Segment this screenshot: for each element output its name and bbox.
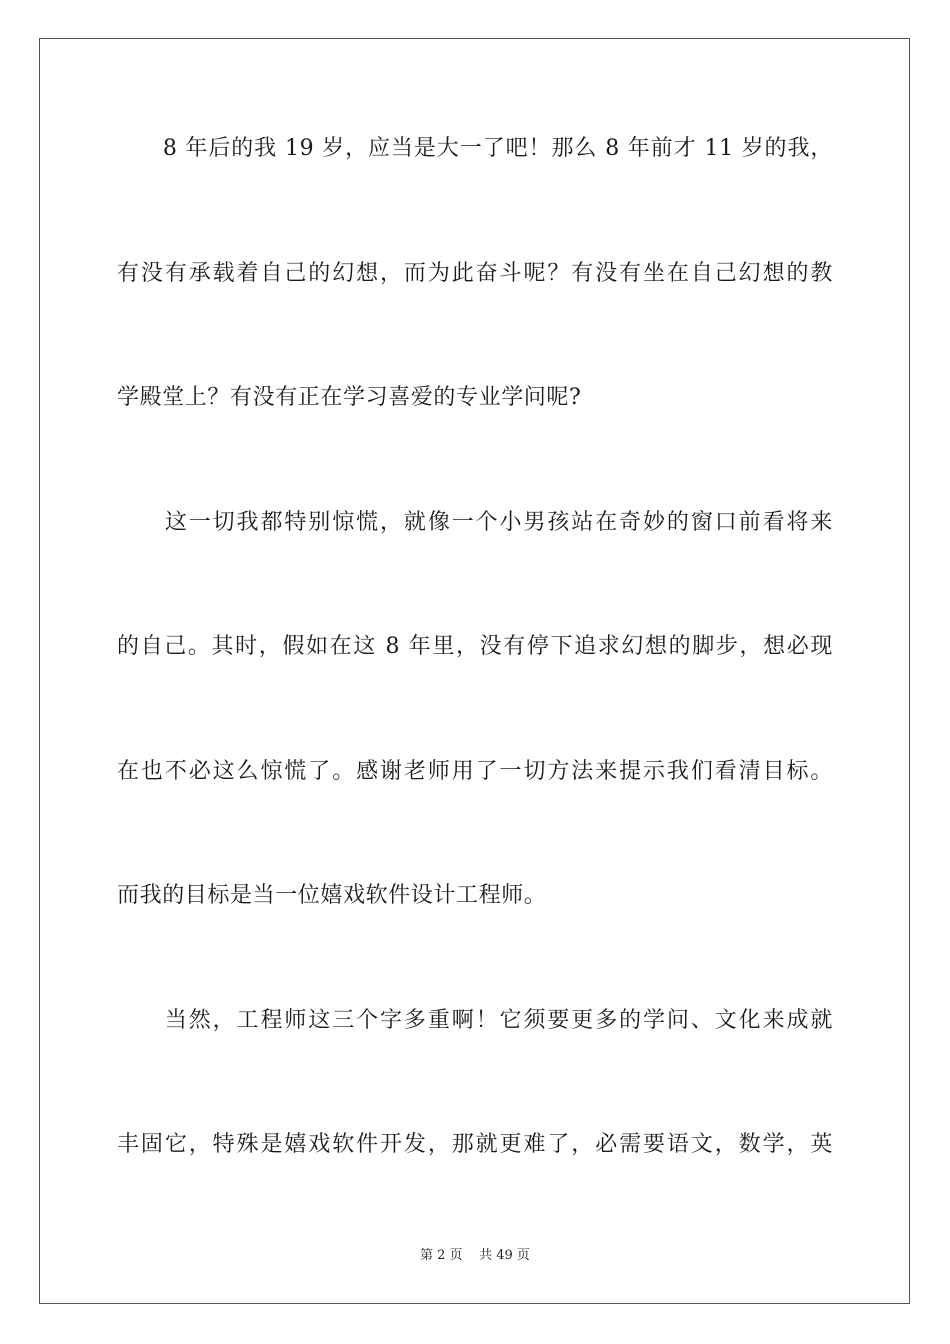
page-border xyxy=(39,38,910,1304)
page-total: 共 49 页 xyxy=(479,1248,530,1263)
text-line-5: 的自己。其时，假如在这 8 年里，没有停下追求幻想的脚步，想必现 xyxy=(117,634,833,659)
page-number: 第 2 页 xyxy=(420,1248,463,1263)
text-line-6: 在也不必这么惊慌了。感谢老师用了一切方法来提示我们看清目标。 xyxy=(117,759,833,784)
text-line-3: 学殿堂上？有没有正在学习喜爱的专业学问呢? xyxy=(117,385,582,410)
text-line-7: 而我的目标是当一位嬉戏软件设计工程师。 xyxy=(117,883,547,908)
text-line-1: 8 年后的我 19 岁，应当是大一了吧！那么 8 年前才 11 岁的我， xyxy=(117,136,833,161)
text-line-8: 当然，工程师这三个字多重啊！它须要更多的学问、文化来成就 xyxy=(117,1008,833,1033)
text-line-2: 有没有承载着自己的幻想，而为此奋斗呢？有没有坐在自己幻想的教 xyxy=(117,261,833,286)
page-footer xyxy=(0,1247,950,1265)
text-line-4: 这一切我都特别惊慌，就像一个小男孩站在奇妙的窗口前看将来 xyxy=(117,510,833,535)
text-line-9: 丰固它，特殊是嬉戏软件开发，那就更难了，必需要语文，数学，英 xyxy=(117,1132,833,1157)
